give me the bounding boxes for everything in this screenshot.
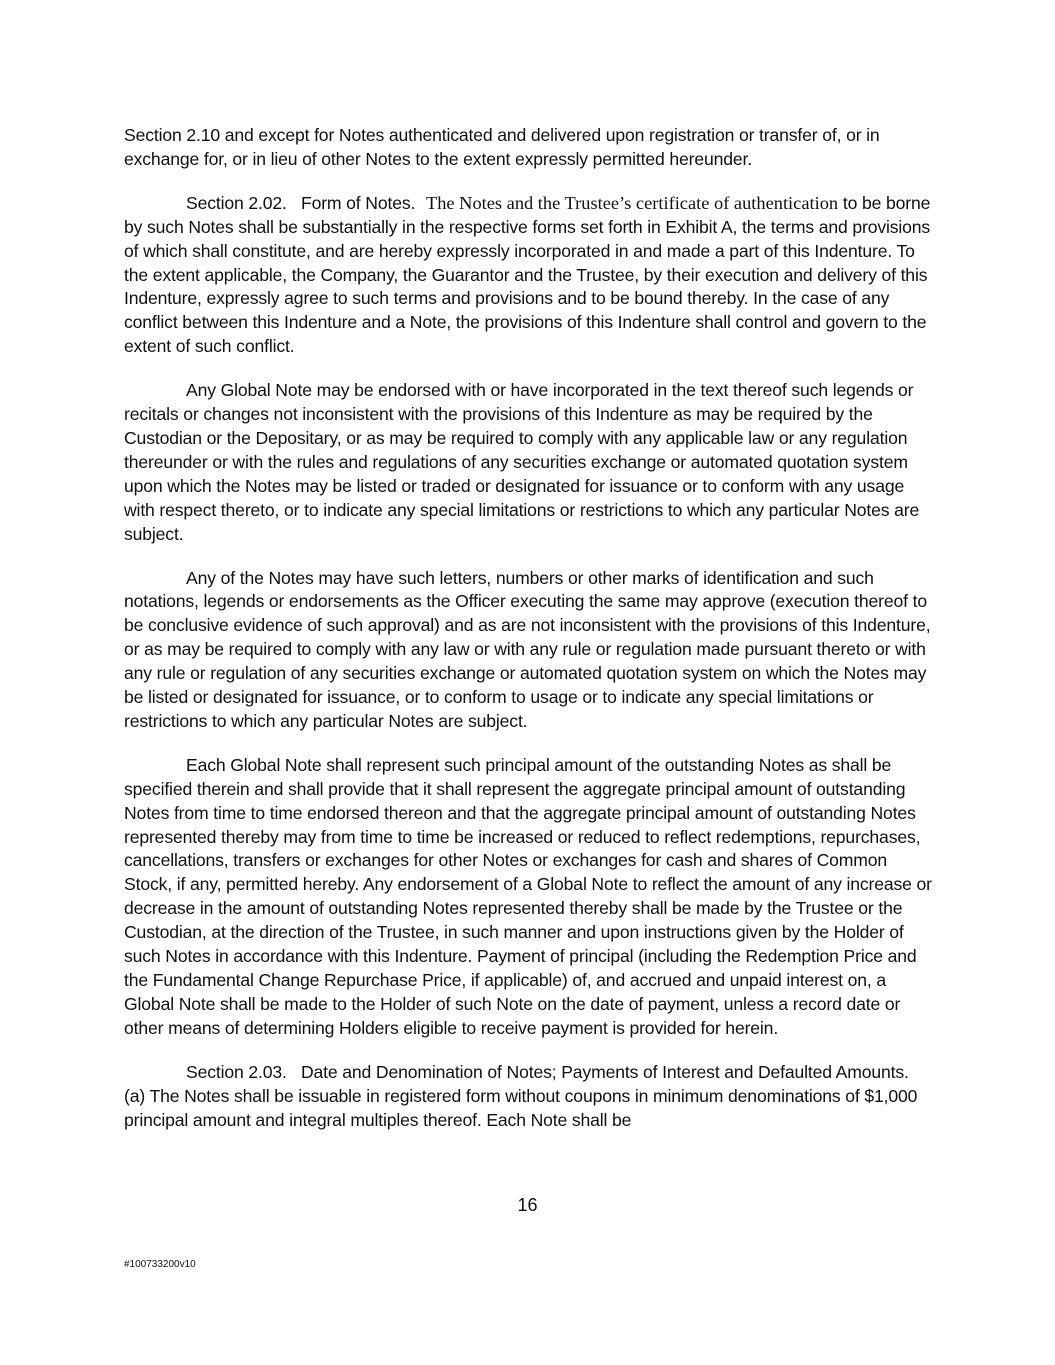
paragraph-text: Section 2.10 and except for Notes authenticated and delivered upon registration or transfer of, or in exchange for, or in lieu of other Notes to the extent expressly permitted hereunder.	[124, 125, 880, 169]
paragraph-section-2-02	[124, 192, 932, 359]
paragraph-text: to be borne by such Notes shall be substantially in the respective forms set forth in Exhibit A, the terms and provisions of which shall constitute, and are hereby expressly incorporated in and made a part of this Indenture. To the extent applicable, the Company, the Guarantor and the Trustee, by their execution and delivery of this Indenture, expressly agree to such terms and provisions and to be bound thereby. In the case of any conflict between this Indenture and a Note, the provisions of this Indenture shall control and govern to the extent of such conflict.	[124, 192, 931, 357]
document-id: #100733200v10	[124, 1259, 196, 1270]
paragraph-text: (a) The Notes shall be issuable in registered form without coupons in minimum denominations of $1,000 principal amount and integral multiples thereof. Each Note shall be	[124, 1085, 918, 1130]
section-heading-2-02: Section 2.02. Form of Notes.	[186, 192, 416, 213]
paragraph-text: Any Global Note may be endorsed with or have incorporated in the text thereof such legends or recitals or changes not inconsistent with the provisions of this Indenture as may be required by the Custodian or the Depositary, or as may be required to comply with any applicable law or any regulation thereunder or with the rules and regulations of any securities exchange or automated quotation system upon which the Notes may be listed or traded or designated for issuance or to conform with any usage with respect thereto, or to indicate any special limitations or restrictions to which any particular Notes are subject.	[124, 380, 920, 544]
page-number: 16	[517, 1195, 538, 1215]
section-heading-2-03: Section 2.03. Date and Denomination of Notes; Payments of Interest and Defaulted Amounts.	[186, 1061, 909, 1082]
paragraph-global-note-principal	[124, 754, 932, 1041]
paragraph-text: Any of the Notes may have such letters, numbers or other marks of identification and such notations, legends or endorsements as the Officer executing the same may approve (execution thereof to be conclusive evidence of such approval) and as are not inconsistent with the provisions of this Indenture, or as may be required to comply with any law or with any rule or regulation made pursuant thereto or with any rule or regulation of any securities exchange or automated quotation system on which the Notes may be listed or designated for issuance, or to conform to usage or to indicate any special limitations or restrictions to which any particular Notes are subject.	[124, 567, 931, 731]
paragraph-text: Each Global Note shall represent such principal amount of the outstanding Notes as shall be specified therein and shall provide that it shall represent the aggregate principal amount of outstanding Notes from time to time endorsed thereon and that the aggregate principal amount of outstanding Notes represented thereby may from time to time be increased or reduced to reflect redemptions, repurchases, cancellations, transfers or exchanges for other Notes or exchanges for cash and shares of Common Stock, if any, permitted hereby. Any endorsement of a Global Note to reflect the amount of any increase or decrease in the amount of outstanding Notes represented thereby shall be made by the Trustee or the Custodian, at the direction of the Trustee, in such manner and upon instructions given by the Holder of such Notes in accordance with this Indenture. Payment of principal (including the Redemption Price and the Fundamental Change Repurchase Price, if applicable) of, and accrued and unpaid interest on, a Global Note shall be made to the Holder of such Note on the date of payment, unless a record date or other means of determining Holders eligible to receive payment is provided for herein.	[124, 754, 932, 1038]
paragraph-section-2-03	[124, 1061, 932, 1133]
document-body	[124, 124, 932, 1152]
paragraph-serif-run: The Notes and the Trustee’s certificate of authentication	[425, 192, 839, 213]
paragraph-continuation	[124, 124, 932, 172]
paragraph-notes-marks	[124, 567, 932, 734]
paragraph-global-note-legends	[124, 379, 932, 546]
